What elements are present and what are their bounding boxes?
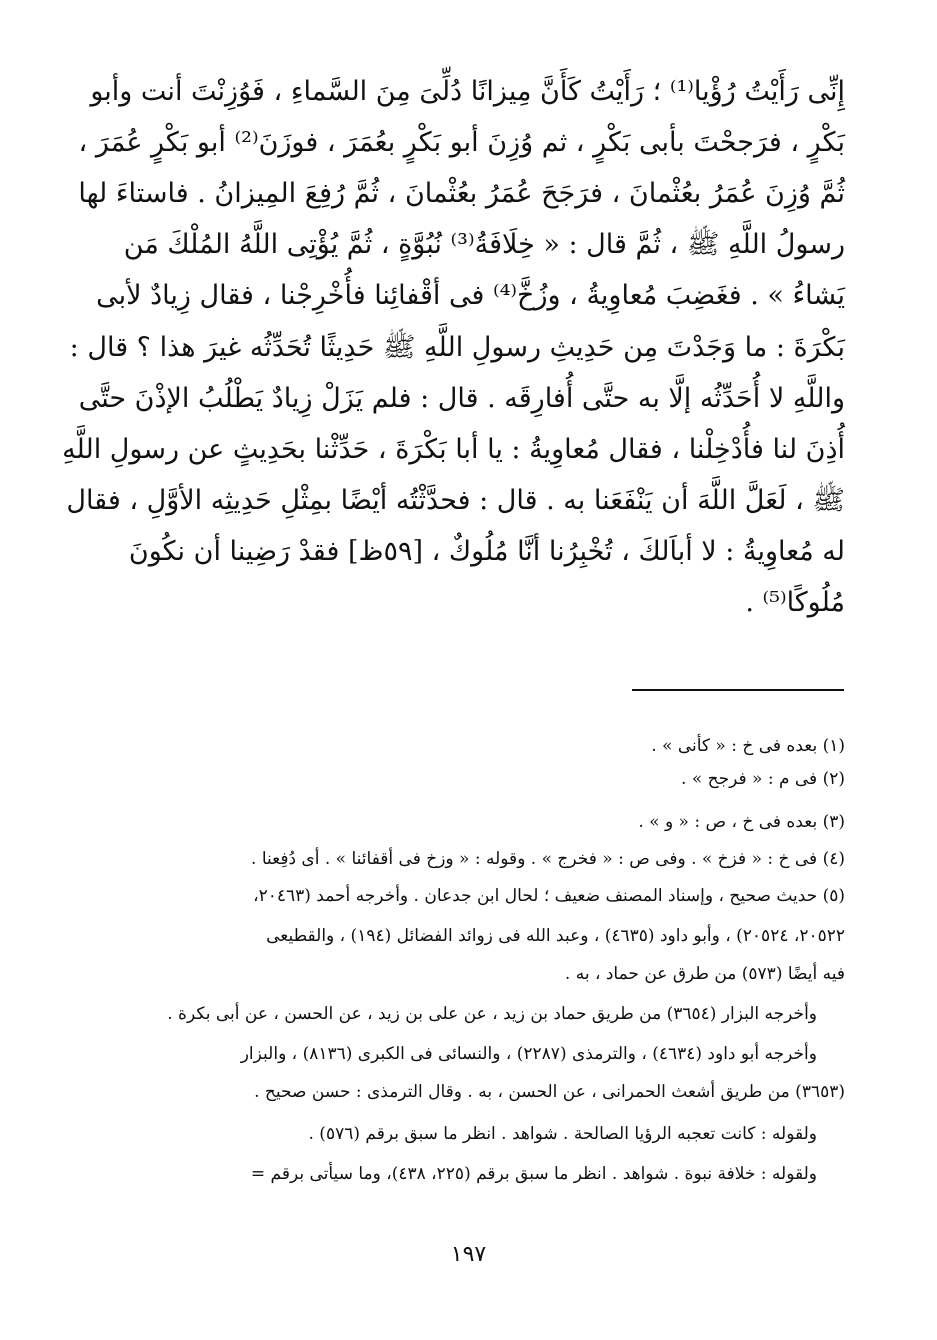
footnote-line: (٥) حديث صحيح ، وإسناد المصنف ضعيف ؛ لحال ابن جدعان . وأخرجه أحمد (٢٠٤٦٣، [253,886,845,906]
footnote-line: وأخرجه أبو داود (٤٦٣٤) ، والترمذى (٢٢٨٧) ، والنسائى فى الكبرى (٨١٣٦) ، والبزار [240,1044,817,1064]
footnote-line: ولقوله : كانت تعجبه الرؤيا الصالحة . شواهد . انظر ما سبق برقم (٥٧٦) . [308,1124,817,1144]
main-text-line: ﷺ ، لَعَلَّ اللَّهَ أن يَنْفَعَنا به . قال : فحدَّثْتُه أيْضًا بمِثْلِ حَدِيثِه الأوَّلِ ، فقال [66,485,845,516]
footnote-line: (٣٦٥٣) من طريق أشعث الحمرانى ، عن الحسن ، به . وقال الترمذى : حسن صحيح . [254,1082,845,1102]
footnote-line: (٣) بعده فى خ ، ص : « و » . [638,812,845,832]
main-text-line: أُذِنَ لنا فأُدْخِلْنا ، فقال مُعاوِيةُ : يا أبا بَكْرَةَ ، حَدِّثْنا بحَدِيثٍ عن رسولِ اللَّهِ [62,434,845,465]
footnote-separator [632,689,844,691]
footnote-line: ٢٠٥٢٢، ٢٠٥٢٤) ، وأبو داود (٤٦٣٥) ، وعبد الله فى زوائد الفضائل (١٩٤) ، والقطيعى [266,926,845,946]
page-number: ١٩٧ [450,1242,487,1267]
main-text-line: بَكْرَةَ : ما وَجَدْتَ مِن حَدِيثِ رسولِ اللَّهِ ﷺ حَدِيثًا تُحَدِّثُه غيرَ هذا ؟ قال : [69,332,845,363]
footnote-line: وأخرجه البزار (٣٦٥٤) من طريق حماد بن زيد ، عن على بن زيد ، عن الحسن ، عن أبى بكرة . [167,1004,817,1024]
footnote-line: (٢) فى م : « فرجح » . [681,769,845,789]
footnote-line: ولقوله : خلافة نبوة . شواهد . انظر ما سبق برقم (٢٢٥، ٤٣٨)، وما سيأتى برقم = [250,1164,817,1184]
main-text-line: مُلُوكًا⁽⁵⁾ . [745,587,845,618]
main-text-line: ثُمَّ وُزِنَ عُمَرُ بعُثْمانَ ، فرَجَحَ عُمَرُ بعُثْمانَ ، ثُمَّ رُفِعَ المِيزانُ . فاستاءَ لها [78,178,845,209]
main-text-line: له مُعاوِيةُ : لا أباَلكَ ، تُخْبِرُنا أنَّا مُلُوكٌ ، [٥٩ظ] فقدْ رَضِينا أن نكُونَ [128,536,845,567]
main-text-line: واللَّهِ لا أُحَدِّثُه إلَّا به حتَّى أُفارِقَه . قال : فلم يَزَلْ زِيادٌ يَطْلُبُ الإذْنَ حتَّى [78,383,845,414]
main-text-line: رسولُ اللَّهِ ﷺ ، ثُمَّ قال : « خِلَافَةُ⁽³⁾ نُبُوَّةٍ ، ثُمَّ يُؤْتِى اللَّهُ المُلْكَ مَن [123,229,845,260]
footnote-line: (٤) فى خ : « فزخ » . وفى ص : « فخرج » . وقوله : « وزخ فى أقفائنا » . أى دُفِعنا . [251,849,845,869]
footnote-line: فيه أيضًا (٥٧٣) من طرق عن حماد ، به . [564,964,845,984]
footnote-line: (١) بعده فى خ : « كأنى » . [651,736,845,756]
main-text-line: يَشاءُ » . فغَضِبَ مُعاوِيةُ ، وزُخَّ⁽⁴⁾ فى أقْفائِنا فأُخْرِجْنا ، فقال زِيادٌ لأبى [96,280,845,311]
main-text-line: بَكْرٍ ، فرَجحْتَ بأبى بَكْرٍ ، ثم وُزِنَ أبو بَكْرٍ بعُمَرَ ، فوزَنَ⁽²⁾ أبو بَكْرٍ عُمَرَ ، [78,127,845,158]
main-text-line: إِنِّى رَأَيْتُ رُؤْيا⁽¹⁾ ؛ رَأَيْتُ كَأَنَّ مِيزانًا دُلِّىَ مِنَ السَّماءِ ، فَوُزِنْتَ أنت وأبو [90,76,845,107]
